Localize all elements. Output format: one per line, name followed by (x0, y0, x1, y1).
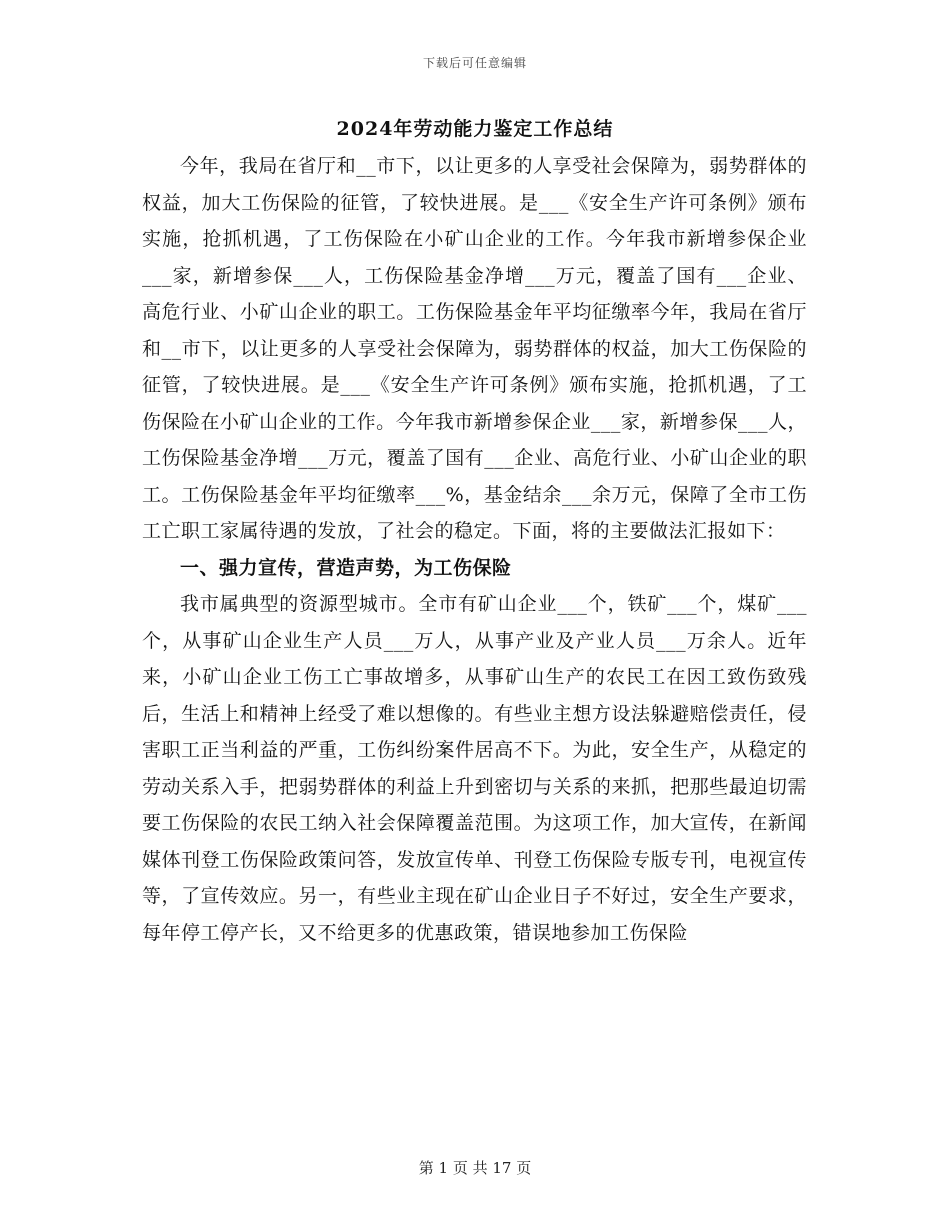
page-number-footer: 第 1 页 共 17 页 (418, 1159, 532, 1177)
page-header-note: 下载后可任意编辑 (422, 56, 527, 70)
document-title: 2024年劳动能力鉴定工作总结 (336, 118, 614, 140)
section-heading: 一、强力宣传，营造声势，为工伤保险 (180, 556, 512, 579)
document-body (142, 148, 807, 951)
intro-paragraph: 今年，我局在省厅和__市下，以让更多的人享受社会保障为，弱势群体的权益，加大工伤保险的征管，了较快进展。是___《安全生产许可条例》颁布实施，抢抓机遇，了工伤保险在小矿山企业的工作。今年我市新增参保企业___家，新增参保___人，工伤保险基金净增___万元，覆盖了国有___企业、高危行业、小矿山企业的职工。工伤保险基金年平均征缴率今年，我局在省厅和__市下，以让更多的人享受社会保障为，弱势群体的权益，加大工伤保险的征管，了较快进展。是___《安全生产许可条例》颁布实施，抢抓机遇，了工伤保险在小矿山企业的工作。今年我市新增参保企业___家，新增参保___人，工伤保险基金净增___万元，覆盖了国有___企业、高危行业、小矿山企业的职工。工伤保险基金年平均征缴率___%，基金结余___余万元，保障了全市工伤工亡职工家属待遇的发放，了社会的稳定。下面，将的主要做法汇报如下： (142, 155, 807, 542)
section-paragraph: 我市属典型的资源型城市。全市有矿山企业___个，铁矿___个，煤矿___个，从事矿山企业生产人员___万人，从事产业及产业人员___万余人。近年来，小矿山企业工伤工亡事故增多，从事矿山生产的农民工在因工致伤致残后，生活上和精神上经受了难以想像的。有些业主想方设法躲避赔偿责任，侵害职工正当利益的严重，工伤纠纷案件居高不下。为此，安全生产，从稳定的劳动关系入手，把弱势群体的利益上升到密切与关系的来抓，把那些最迫切需要工伤保险的农民工纳入社会保障覆盖范围。为这项工作，加大宣传，在新闻媒体刊登工伤保险政策问答，发放宣传单、刊登工伤保险专版专刊，电视宣传等，了宣传效应。另一，有些业主现在矿山企业日子不好过，安全生产要求，每年停工停产长，又不给更多的优惠政策，错误地参加工伤保险 (142, 593, 807, 944)
